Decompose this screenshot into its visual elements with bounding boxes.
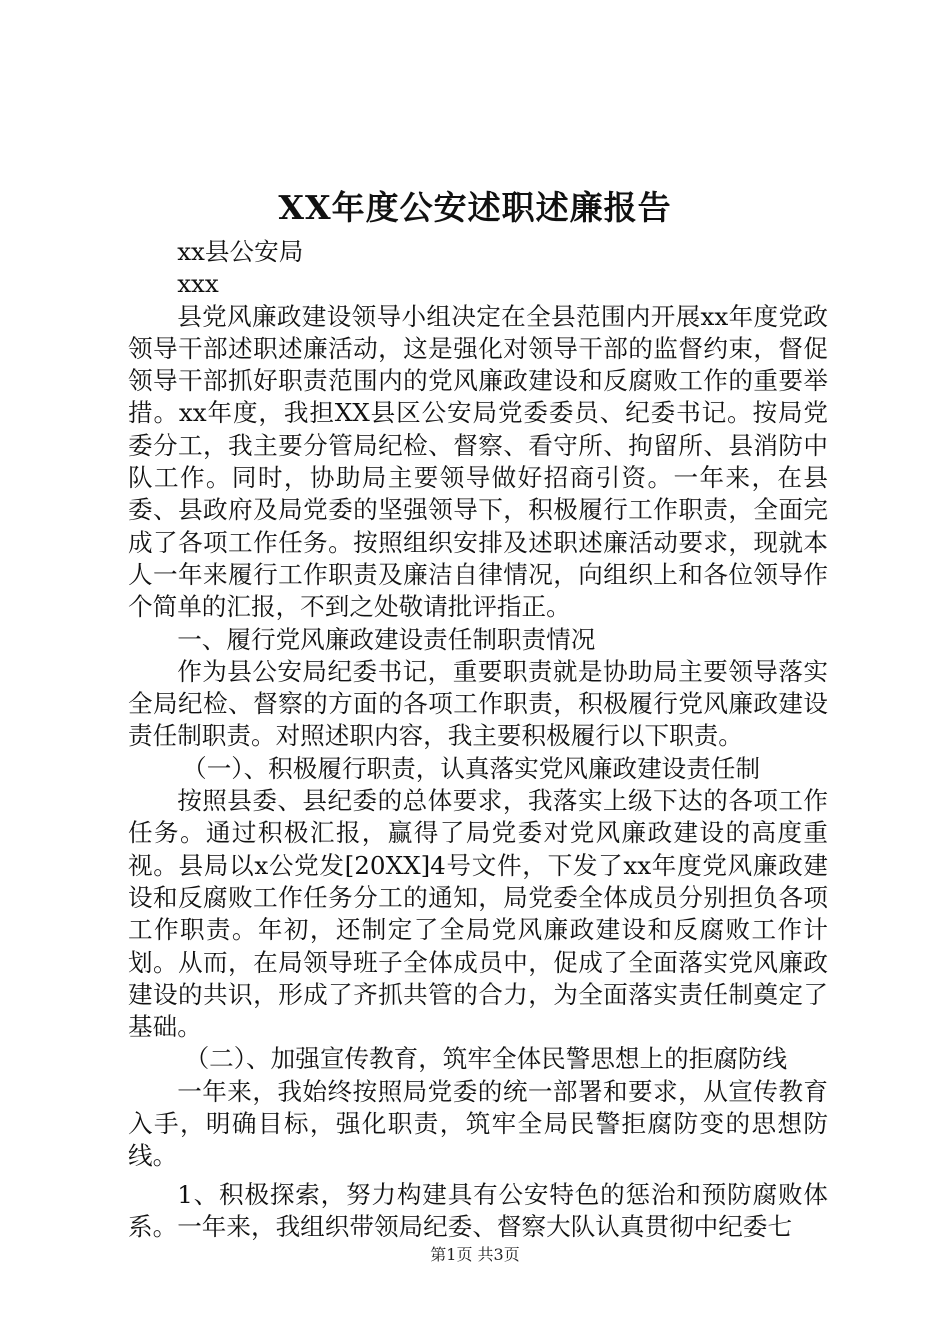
author-name: xxx	[177, 269, 219, 299]
paragraph-intro: 县党风廉政建设领导小组决定在全县范围内开展xx年度党政领导干部述职述廉活动，这是强化对领导干部的监督约束，督促领导干部抓好职责范围内的党风廉政建设和反腐败工作的重要举措。xx年度，我担XX县区公安局党委委员、纪委书记。按局党委分工，我主要分管局纪检、督察、看守所、拘留所、县消防中队工作。同时，协助局主要领导做好招商引资。一年来，在县委、县政府及局党委的坚强领导下，积极履行工作职责，全面完成了各项工作任务。按照组织安排及述职述廉活动要求，现就本人一年来履行工作职责及廉洁自律情况，向组织上和各位领导作个简单的汇报，不到之处敬请批评指正。	[128, 301, 828, 622]
subsection-heading-1: （一）、积极履行职责，认真落实党风廉政建设责任制	[182, 753, 761, 783]
page-number: 第1页 共3页	[430, 1245, 520, 1264]
subsection-heading-2: （二）、加强宣传教育，筑牢全体民警思想上的拒腐防线	[184, 1044, 788, 1074]
author-unit: xx县公安局	[177, 237, 304, 266]
paragraph-section-1: 作为县公安局纪委书记，重要职责就是协助局主要领导落实全局纪检、督察的方面的各项工作职责，积极履行党风廉政建设责任制职责。对照述职内容，我主要积极履行以下职责。	[128, 656, 828, 751]
section-heading-1: 一、履行党风廉政建设责任制职责情况	[177, 624, 596, 654]
document-body	[128, 236, 828, 1243]
paragraph-subsection-2: 一年来，我始终按照局党委的统一部署和要求，从宣传教育入手，明确目标，强化职责，筑牢全局民警拒腐防变的思想防线。	[128, 1076, 828, 1171]
document-title: XX年度公安述职述廉报告	[278, 188, 672, 227]
paragraph-item-1: 1、积极探索，努力构建具有公安特色的惩治和预防腐败体系。一年来，我组织带领局纪委、督察大队认真贯彻中纪委七	[128, 1179, 828, 1241]
paragraph-subsection-1: 按照县委、县纪委的总体要求，我落实上级下达的各项工作任务。通过积极汇报，赢得了局党委对党风廉政建设的高度重视。县局以x公党发[20XX]4号文件，下发了xx年度党风廉政建设和反腐败工作任务分工的通知，局党委全体成员分别担负各项工作职责。年初，还制定了全局党风廉政建设和反腐败工作计划。从而，在局领导班子全体成员中，促成了全面落实党风廉政建设的共识，形成了齐抓共管的合力，为全面落实责任制奠定了基础。	[128, 786, 828, 1042]
